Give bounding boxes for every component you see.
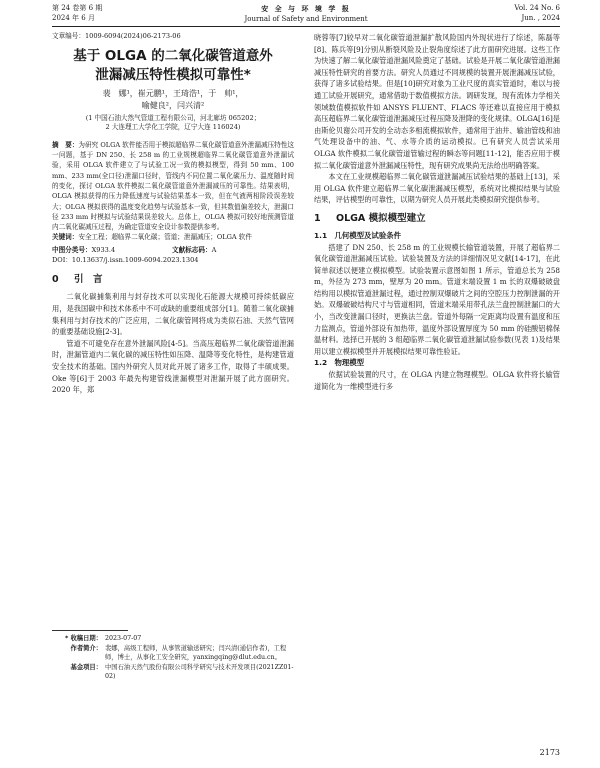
affiliation-1: (1 中国石油大然气管道工程有限公司，河北廊坊 065202； (85, 114, 261, 122)
affiliations (52, 114, 294, 133)
subsection-1-2-text: 依据试验装置的尺寸，在 OLGA 内建立物理模型。OLGA 软件将长输管道简化为一维模型进行多 (314, 370, 560, 391)
volume-cn: 第 24 卷第 6 期 (52, 4, 103, 12)
author-label: 作者简介： (70, 644, 102, 652)
volume-en: Vol. 24 No. 6 (514, 4, 560, 12)
section-1-number: 1 (314, 212, 321, 224)
clc-value: X933.4 (91, 245, 116, 254)
running-header (52, 4, 560, 26)
section-0-number: 0 (52, 274, 59, 286)
received-label: * 收稿日期： (65, 635, 102, 642)
abstract-text: 为研究 OLGA 软件能否用于模拟超临界二氧化碳管道意外泄漏减压特性这一问题，基于 DN 250、长 258 m 的工业规模超临界二氧化碳管道意外泄漏试验，采用 OLGA 软件建立了与试验工况一致的模拟模型，得到 50 mm、100 mm、233 mm(全口径)泄漏口径时，管线内不同位置二氧化碳压力、温度随时间的变化，探讨 OLGA 软件模拟二氧化碳管道意外泄漏减压的可靠性。结果表明，OLGA 模拟获得的压力降低速度与试验结果基本一致，但在气液两相阶段误差较大；OLGA 模拟获得的温度变化趋势与试验基本一致，但其数值偏差较大，泄漏口径 233 mm 时模拟与试验结果误差较大。总体上，OLGA 模拟可较好地预测管道内二氧化碳减压过程，为确定管道安全设计参数提供参考。 (52, 140, 294, 232)
footnote-fund (52, 663, 294, 682)
keywords-label: 关键词： (52, 233, 79, 242)
header-rule (52, 26, 560, 27)
doc-code-label: 文献标志码： (172, 245, 212, 254)
section-1-title: OLGA 模拟模型建立 (336, 212, 426, 224)
footnote-rule (52, 630, 128, 631)
subsection-1-1-title: 1.1 几何模型及试验条件 (314, 230, 401, 240)
title-line-2: 泄漏减压特性模拟可靠性* (95, 67, 251, 83)
footnotes (52, 634, 294, 682)
paper-title (52, 47, 294, 85)
clc-label: 中图分类号： (52, 245, 92, 254)
doc-code-value: A (211, 245, 217, 254)
subsection-1-1-text: 搭建了 DN 250、长 258 m 的工业规模长输管道装置，开展了超临界二氧化碳管道泄漏减压试验。试验装置及方法的详细情况见文献[14-17]，在此简单叙述以便建立模拟模型。试验装置示意图如图 1 所示，管道总长为 258 m，外径为 273 mm，壁厚为 20 mm。管道末端设置 1 m 长的双爆破破盘结构用以模拟管道泄漏过程，通过控制双爆破片之间的空腔压力控制泄漏的开始。双爆破破结构尺寸与管道相同，管道末端采用带孔法兰盘控制泄漏口的大小，当改变泄漏口径时，更换法兰盘。管道外每隔一定距离均设置有温度和压力监测点，管道外部设有加热带，温度外部设置厚度为 50 mm 的硅酸铝棉保温材料。选择已开展的 3 组超临界二氧化碳管道泄漏试验参数(见表 1)及结果用以建立模拟模型并开展模拟结果可靠性验证。 (314, 242, 560, 356)
authors-line-1: 裴 娜¹，崔元鹏¹，王琦浩¹，于 帅¹， (102, 89, 244, 98)
keywords-text: 安全工程；超临界二氧化碳；管道；泄漏减压；OLGA 软件 (78, 233, 252, 242)
fund-value: 中国石油天然气股份有限公司科学研究与技术开发项目(2021ZZ01-02) (105, 663, 294, 681)
keywords (52, 232, 294, 242)
fund-label: 基金项目： (70, 663, 102, 671)
authors-line-2: 喻健良²，闫兴清² (141, 101, 205, 110)
title-line-1: 基于 OLGA 的二氧化碳管道意外 (73, 48, 273, 64)
footnote-author (52, 644, 294, 663)
right-paragraph-1: 晓蓉等[7]较早对二氧化碳管道泄漏扩散风险国内外现状进行了综述，陈磊等[8]、陈兵等[9]分别从断裂风险及止裂角度综述了此方面研究进展。这些工作为快速了解二氧化碳管道泄漏风险奠定了基础。试验是开展二氧化碳管道泄漏减压特性研究的首要方法。研究人员通过不同规模的装置开展泄漏减压试验，获得了诸多试验结果。但是[10]研究对象为工业尺度的真实管道时，难以与接通工试验开展研究，通常借助于数值模拟方法。调研发现，现有流体力学相关领域数值模拟软件如 ANSYS FLUENT、FLACS 等还难以直接应用于模拟高压超临界二氧化碳管道泄漏减压过程压降及泄降的变化规律。OLGA[16]是由斯伦贝谢公司开发的全动态多相流模拟软件，通常用于油井、输油管线和油气处理设备中的油、气、水等介质的运动模拟。已有研究人员尝试采用 OLGA 软件模拟二氧化碳管道管输过程的瞬态等问题[11-12]，能否应用于模拟二氧化碳管道意外泄漏减压特性，现有研究成果尚无法给出明确答案。 (314, 33, 560, 170)
left-column (52, 32, 294, 396)
section-0-title: 引 言 (74, 274, 103, 286)
header-right (514, 4, 560, 23)
right-column (314, 32, 560, 392)
header-center (52, 4, 560, 24)
right-paragraph-2: 本文在工业规模超临界二氧化碳管道泄漏减压试验结果的基础上[13]，采用 OLGA 软件建立超临界二氧化碳泄漏减压模型，系统对比模拟结果与试验结果，评估模型的可靠性，以期为研究人员开展此类模拟研究提供参考。 (314, 172, 560, 205)
intro-paragraph-1: 二氧化碳捕集利用与封存技术可以实现化石能源大规模可持续低碳应用，是我国碳中和技术体系中不可或缺的重要组成部分[1]。随着二氧化碳捕集利用与封存技术的广泛应用，二氧化碳管网将成为类似石油、天然气管网的重要基础设施[2-3]。 (52, 292, 294, 337)
journal-name-en: Journal of Safety and Environment (244, 14, 368, 23)
article-number: 文章编号：1009-6094(2024)06-2173-06 (52, 32, 181, 40)
subsection-1-2-title: 1.2 物理模型 (314, 358, 365, 368)
footnote-received (52, 634, 294, 644)
abstract-label: 摘 要： (52, 140, 79, 149)
date-cn: 2024 年 6 月 (52, 13, 95, 22)
intro-paragraph-2: 管道不可避免存在意外泄漏风险[4-5]。当高压超临界二氧化碳管道泄漏时，泄漏管道内二氧化碳的减压特性如压降、温降等变化特性，是构建管道安全技术的基础。国内外研究人员对此开展了诸多工作，取得了丰硕成果。Oke 等[6]于 2003 年最先构建管线泄漏模型对泄漏开展了此方面研究。2020 年，郑 (52, 338, 294, 395)
journal-name-cn: 安 全 与 环 境 学 报 (261, 4, 351, 13)
section-1-heading (314, 212, 560, 226)
received-value: 2023-07-07 (105, 635, 142, 642)
doi: DOI：10.13637/j.issn.1009-6094.2023.1304 (52, 256, 199, 265)
classification-line (52, 245, 294, 255)
authors (52, 88, 294, 112)
page-number: 2173 (539, 748, 560, 757)
date-en: Jun. , 2024 (521, 13, 560, 22)
abstract (52, 140, 294, 233)
section-0-heading (52, 273, 294, 287)
author-value: 裴娜，高级工程师，从事管道输送研究；闫兴清(通信作者)，工程师，博士，从事化工安全研究，yanxingqing@dlut.edu.cn。 (105, 644, 287, 662)
affiliation-2: 2 大连理工大学化工学院，辽宁大连 116024) (105, 123, 241, 132)
